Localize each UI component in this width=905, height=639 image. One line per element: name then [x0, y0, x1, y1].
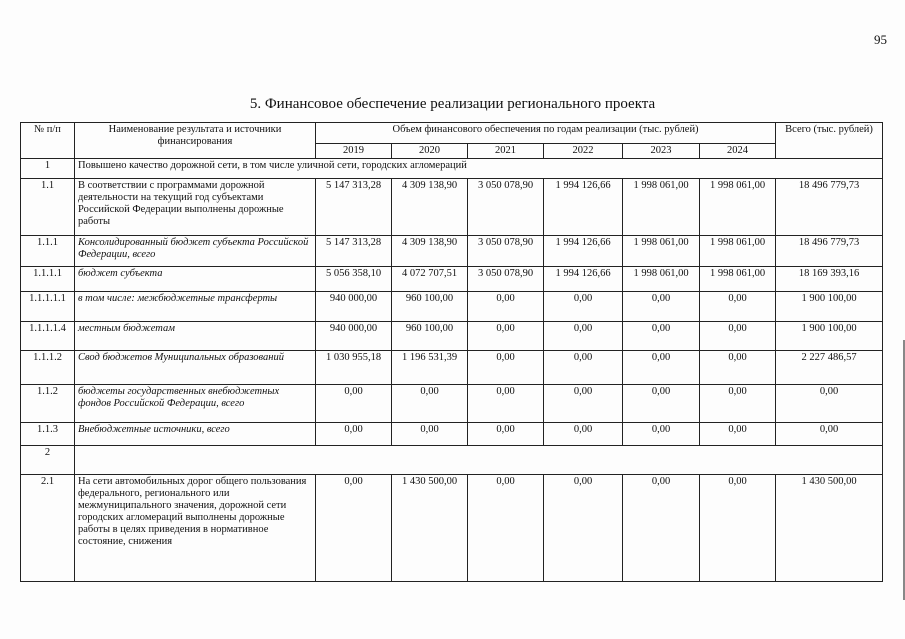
row-num: 1.1.1.2 — [21, 351, 75, 385]
row-num: 1.1.1 — [21, 236, 75, 267]
row-name — [75, 446, 883, 475]
value-2022: 1 994 126,66 — [544, 236, 623, 267]
header-year: 2022 — [544, 144, 623, 159]
header-year: 2024 — [700, 144, 776, 159]
value-2024: 1 998 061,00 — [700, 179, 776, 236]
value-2021: 0,00 — [468, 385, 544, 423]
value-2023: 0,00 — [623, 423, 700, 446]
row-total: 1 900 100,00 — [776, 322, 883, 351]
table-row — [21, 423, 883, 446]
value-2021: 0,00 — [468, 292, 544, 322]
row-total: 1 430 500,00 — [776, 475, 883, 582]
header-total: Всего (тыс. рублей) — [776, 123, 883, 159]
value-2022: 0,00 — [544, 423, 623, 446]
value-2020: 960 100,00 — [392, 292, 468, 322]
value-2022: 0,00 — [544, 385, 623, 423]
row-num: 1.1.1.1.1 — [21, 292, 75, 322]
value-2023: 0,00 — [623, 385, 700, 423]
value-2019: 0,00 — [316, 385, 392, 423]
row-name: местным бюджетам — [75, 322, 316, 351]
value-2020: 4 072 707,51 — [392, 267, 468, 292]
value-2019: 5 147 313,28 — [316, 236, 392, 267]
value-2022: 0,00 — [544, 351, 623, 385]
row-name: Свод бюджетов Муниципальных образований — [75, 351, 316, 385]
value-2019: 5 147 313,28 — [316, 179, 392, 236]
header-year: 2021 — [468, 144, 544, 159]
row-total: 18 496 779,73 — [776, 179, 883, 236]
value-2023: 1 998 061,00 — [623, 179, 700, 236]
value-2022: 0,00 — [544, 475, 623, 582]
value-2019: 940 000,00 — [316, 322, 392, 351]
row-num: 2 — [21, 446, 75, 475]
value-2023: 0,00 — [623, 322, 700, 351]
row-total: 18 496 779,73 — [776, 236, 883, 267]
row-num: 1.1.3 — [21, 423, 75, 446]
row-name: На сети автомобильных дорог общего пользования федерального, регионального или межмуниципального значения, дорожной сети городских агломераций выполнены дорожные работы в целях приведения в нормативное состояние, снижения — [75, 475, 316, 582]
header-num: № п/п — [21, 123, 75, 159]
value-2021: 0,00 — [468, 322, 544, 351]
row-name: Консолидированный бюджет субъекта Российской Федерации, всего — [75, 236, 316, 267]
row-name: бюджеты государственных внебюджетных фондов Российской Федерации, всего — [75, 385, 316, 423]
value-2021: 3 050 078,90 — [468, 179, 544, 236]
value-2020: 0,00 — [392, 423, 468, 446]
value-2019: 0,00 — [316, 423, 392, 446]
table-row — [21, 351, 883, 385]
value-2019: 5 056 358,10 — [316, 267, 392, 292]
row-total: 18 169 393,16 — [776, 267, 883, 292]
row-num: 1.1.1.1.4 — [21, 322, 75, 351]
row-num: 1.1 — [21, 179, 75, 236]
table-row — [21, 179, 883, 236]
value-2019: 0,00 — [316, 475, 392, 582]
table-row — [21, 385, 883, 423]
value-2023: 0,00 — [623, 351, 700, 385]
table-row — [21, 236, 883, 267]
row-name: в том числе: межбюджетные трансферты — [75, 292, 316, 322]
row-num: 1.1.2 — [21, 385, 75, 423]
row-total: 2 227 486,57 — [776, 351, 883, 385]
value-2021: 0,00 — [468, 423, 544, 446]
value-2022: 1 994 126,66 — [544, 179, 623, 236]
table-row — [21, 267, 883, 292]
value-2024: 1 998 061,00 — [700, 267, 776, 292]
value-2023: 0,00 — [623, 475, 700, 582]
table-row — [21, 292, 883, 322]
row-name: Внебюджетные источники, всего — [75, 423, 316, 446]
value-2023: 0,00 — [623, 292, 700, 322]
section-title: 5. Финансовое обеспечение реализации регионального проекта — [249, 96, 656, 112]
header-volume: Объем финансового обеспечения по годам реализации (тыс. рублей) — [316, 123, 776, 144]
row-name: Повышено качество дорожной сети, в том числе уличной сети, городских агломераций — [75, 159, 883, 179]
value-2024: 0,00 — [700, 351, 776, 385]
value-2024: 0,00 — [700, 322, 776, 351]
value-2021: 3 050 078,90 — [468, 236, 544, 267]
value-2024: 0,00 — [700, 475, 776, 582]
header-year: 2019 — [316, 144, 392, 159]
value-2021: 0,00 — [468, 351, 544, 385]
value-2023: 1 998 061,00 — [623, 267, 700, 292]
table-row — [21, 446, 883, 475]
value-2022: 0,00 — [544, 292, 623, 322]
page-number: 95 — [874, 32, 887, 47]
row-name: бюджет субъекта — [75, 267, 316, 292]
value-2024: 0,00 — [700, 292, 776, 322]
table-row — [21, 159, 883, 179]
value-2022: 1 994 126,66 — [544, 267, 623, 292]
header-year: 2023 — [623, 144, 700, 159]
value-2024: 0,00 — [700, 423, 776, 446]
financing-table — [20, 122, 883, 582]
value-2019: 940 000,00 — [316, 292, 392, 322]
header-name: Наименование результата и источники финансирования — [75, 123, 316, 159]
value-2020: 1 196 531,39 — [392, 351, 468, 385]
row-total: 1 900 100,00 — [776, 292, 883, 322]
value-2020: 1 430 500,00 — [392, 475, 468, 582]
row-num: 1 — [21, 159, 75, 179]
value-2021: 3 050 078,90 — [468, 267, 544, 292]
value-2020: 0,00 — [392, 385, 468, 423]
value-2020: 960 100,00 — [392, 322, 468, 351]
value-2020: 4 309 138,90 — [392, 236, 468, 267]
value-2023: 1 998 061,00 — [623, 236, 700, 267]
value-2021: 0,00 — [468, 475, 544, 582]
row-num: 1.1.1.1 — [21, 267, 75, 292]
header-year: 2020 — [392, 144, 468, 159]
row-num: 2.1 — [21, 475, 75, 582]
value-2020: 4 309 138,90 — [392, 179, 468, 236]
value-2024: 1 998 061,00 — [700, 236, 776, 267]
value-2019: 1 030 955,18 — [316, 351, 392, 385]
row-name: В соответствии с программами дорожной деятельности на текущий год субъектами Российской Федерации выполнены дорожные работы — [75, 179, 316, 236]
row-total: 0,00 — [776, 385, 883, 423]
row-total: 0,00 — [776, 423, 883, 446]
value-2022: 0,00 — [544, 322, 623, 351]
table-row — [21, 475, 883, 582]
table-row — [21, 322, 883, 351]
value-2024: 0,00 — [700, 385, 776, 423]
